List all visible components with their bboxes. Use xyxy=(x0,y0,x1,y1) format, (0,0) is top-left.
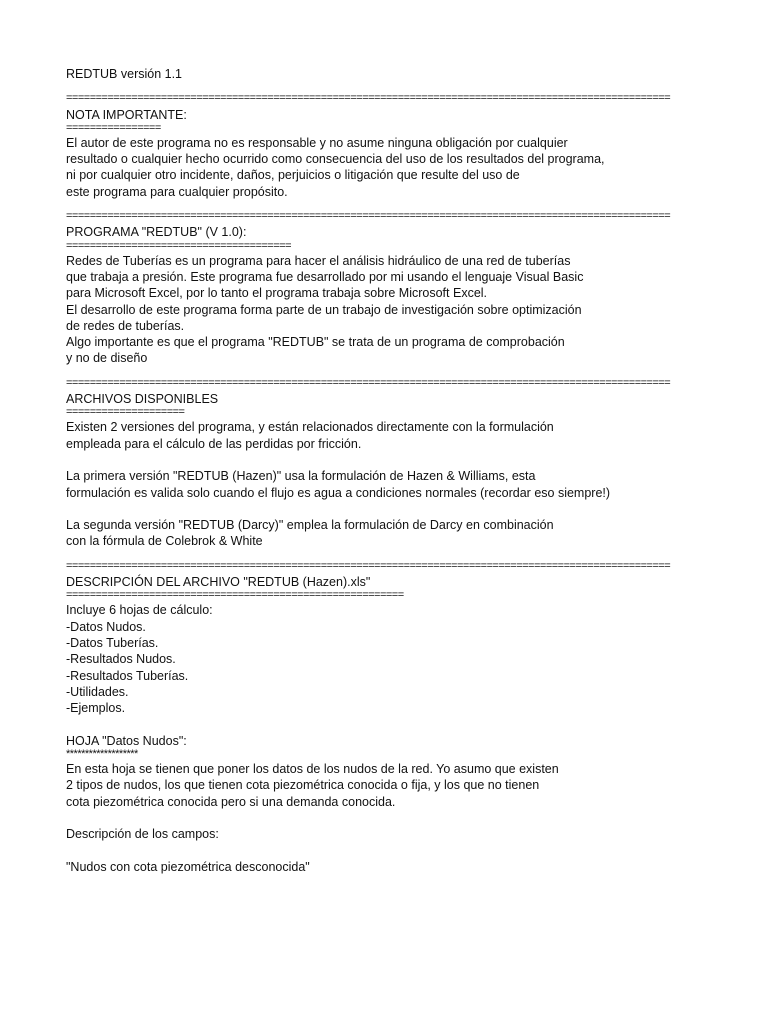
separator: ====================================================================================================== xyxy=(66,376,671,389)
list-item: -Ejemplos. xyxy=(66,701,126,716)
section-heading-descripcion: DESCRIPCIÓN DEL ARCHIVO "REDTUB (Hazen).xls" xyxy=(66,575,371,590)
text-line: este programa para cualquier propósito. xyxy=(66,184,288,199)
text-line: La segunda versión "REDTUB (Darcy)" emplea la formulación de Darcy en combinación xyxy=(66,518,554,533)
list-item: -Datos Nudos. xyxy=(66,619,146,634)
list-item: -Resultados Nudos. xyxy=(66,652,176,667)
text-line: con la fórmula de Colebrok & White xyxy=(66,534,263,549)
text-line: 2 tipos de nudos, los que tienen cota piezométrica conocida o fija, y los que no tienen xyxy=(66,778,540,793)
list-item: -Resultados Tuberías. xyxy=(66,668,189,683)
text-line: La primera versión "REDTUB (Hazen)" usa la formulación de Hazen & Williams, esta xyxy=(66,469,536,484)
document-title: REDTUB versión 1.1 xyxy=(66,67,183,81)
text-line: El autor de este programa no es responsable y no asume ninguna obligación por cualquier xyxy=(66,135,568,150)
text-line: "Nudos con cota piezométrica desconocida" xyxy=(66,859,310,874)
text-line: Incluye 6 hojas de cálculo: xyxy=(66,603,213,618)
text-line: empleada para el cálculo de las perdidas por fricción. xyxy=(66,436,362,451)
separator: ====================================================================================================== xyxy=(66,210,671,223)
text-line: formulación es valida solo cuando el flujo es agua a condiciones normales (recordar eso siempre!) xyxy=(66,485,611,500)
list-item: -Datos Tuberías. xyxy=(66,635,159,650)
text-line: En esta hoja se tienen que poner los datos de los nudos de la red. Yo asumo que existen xyxy=(66,761,559,776)
text-line: Descripción de los campos: xyxy=(66,827,219,842)
subsection-heading: HOJA "Datos Nudos": xyxy=(66,733,187,748)
text-line: para Microsoft Excel, por lo tanto el programa trabaja sobre Microsoft Excel. xyxy=(66,286,488,301)
document-page xyxy=(66,66,760,875)
heading-underline: ==================== xyxy=(66,407,185,419)
heading-underline: ====================================== xyxy=(66,240,292,252)
section-heading-programa: PROGRAMA "REDTUB" (V 1.0): xyxy=(66,225,247,240)
separator: ====================================================================================================== xyxy=(66,92,671,105)
text-line: Algo importante es que el programa "REDTUB" se trata de un programa de comprobación xyxy=(66,335,565,350)
list-item: -Utilidades. xyxy=(66,684,129,699)
heading-underline: ========================================================= xyxy=(66,590,404,602)
text-line: ni por cualquier otro incidente, daños, perjuicios o litigación que resulte del uso de xyxy=(66,168,520,183)
text-line: resultado o cualquier hecho ocurrido como consecuencia del uso de los resultados del programa, xyxy=(66,152,605,167)
heading-underline: ******************* xyxy=(66,748,138,760)
heading-underline: ================ xyxy=(66,122,161,134)
text-line: cota piezométrica conocida pero si una demanda conocida. xyxy=(66,794,396,809)
text-line: Existen 2 versiones del programa, y están relacionados directamente con la formulación xyxy=(66,420,554,435)
text-line: de redes de tuberías. xyxy=(66,318,185,333)
text-line: que trabaja a presión. Este programa fue desarrollado por mi usando el lenguaje Visual Basic xyxy=(66,269,584,284)
text-line: Redes de Tuberías es un programa para hacer el análisis hidráulico de una red de tuberías xyxy=(66,253,571,268)
section-heading-archivos: ARCHIVOS DISPONIBLES xyxy=(66,392,219,407)
text-line: y no de diseño xyxy=(66,351,148,366)
section-heading-nota: NOTA IMPORTANTE: xyxy=(66,107,187,122)
separator: ====================================================================================================== xyxy=(66,559,671,572)
text-line: El desarrollo de este programa forma parte de un trabajo de investigación sobre optimización xyxy=(66,302,582,317)
